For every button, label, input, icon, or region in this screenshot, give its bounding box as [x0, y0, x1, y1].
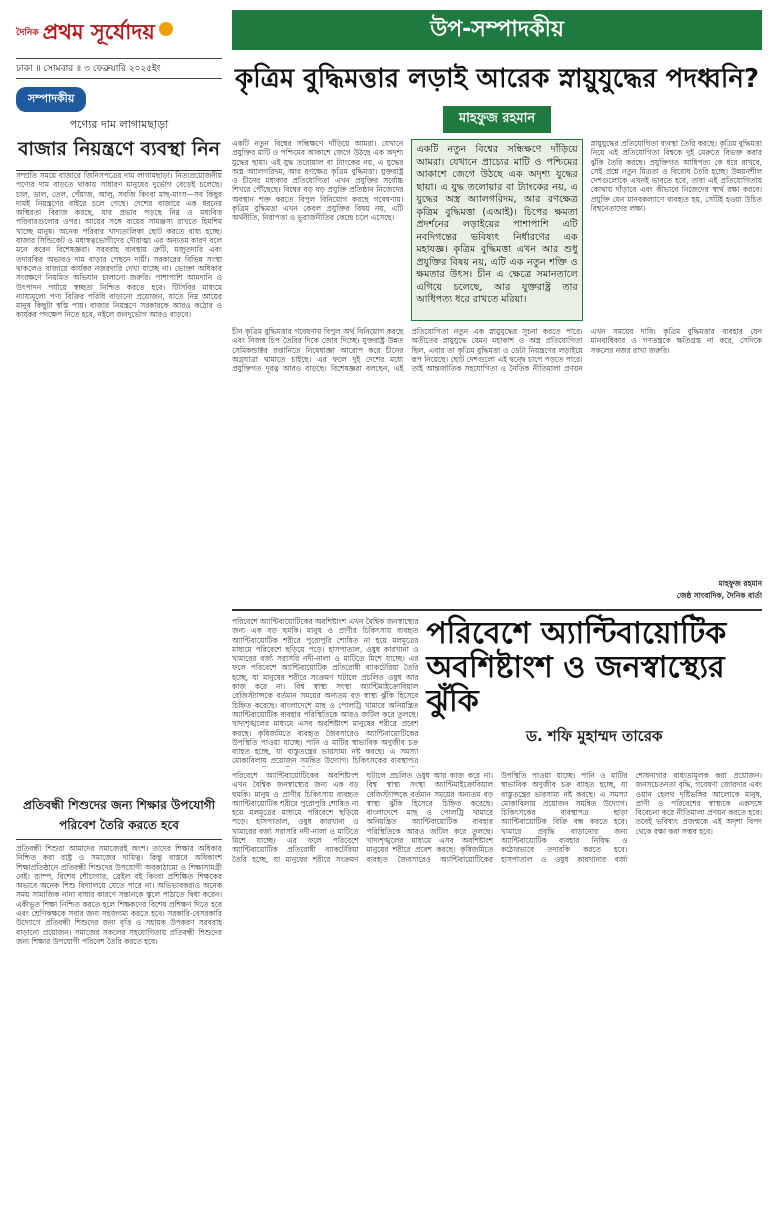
- dateline: ঢাকা ॥ সোমবার ॥ ৩ ফেব্রুয়ারি ২০২৫ইং: [16, 58, 222, 79]
- masthead-small-label: দৈনিক: [16, 28, 39, 38]
- op-ed-byline: মাহফুজ রহমান: [443, 106, 551, 133]
- op-ed-byline-box: [232, 106, 762, 133]
- article-2-byline: ড. শফি মুহাম্মদ তারেক: [525, 727, 663, 745]
- op-ed-column-3: স্নায়ুযুদ্ধের প্রতিযোগিতা ব্যবস্থা তৈরি করছে। কৃত্রিম বুদ্ধিমত্তা নিয়ে এই প্রতিযোগিতা বিশ্বকে দুই মেরুতে বিভক্ত করার ঝুঁকি তৈরি করছে। প্রযুক্তিগত আধিপত্য কে ধরে রাখবে, সেই প্রশ্নে নতুন মিত্রতা ও বিরোধ তৈরি হচ্ছে। উন্নয়নশীল দেশগুলোকে এখনই ভাবতে হবে, তারা এই প্রতিযোগিতায় কোথায় দাঁড়াবে এবং কীভাবে নিজেদের স্বার্থ রক্ষা করবে। প্রযুক্তি যেন মানবকল্যাণে ব্যবহৃত হয়, সেটিই হওয়া উচিত বিশ্বনেতাদের লক্ষ্য।: [590, 139, 762, 214]
- section-label: সম্পাদকীয়: [16, 87, 86, 112]
- article-2-layout: [232, 617, 762, 767]
- editorial-subhead: পণ্যের দাম লাগামছাড়া: [69, 118, 169, 131]
- op-ed-body-continued: চীন কৃত্রিম বুদ্ধিমত্তার গবেষণায় বিপুল অর্থ বিনিয়োগ করছে এবং নিজস্ব চিপ তৈরির দিকে জোর দিচ্ছে। যুক্তরাষ্ট্র উন্নত সেমিকন্ডাক্টর রপ্তানিতে নিষেধাজ্ঞা আরোপ করে চীনের অগ্রযাত্রা থামাতে চাইছে। এর ফলে দুই দেশের মধ্যে প্রযুক্তিগত দূরত্ব আরও বাড়ছে। বিশেষজ্ঞরা বলছেন, এই প্রতিযোগিতা নতুন এক স্নায়ুযুদ্ধের সূচনা করতে পারে। অতীতের স্নায়ুযুদ্ধে যেমন মহাকাশ ও অস্ত্র প্রতিযোগিতা ছিল, এবার তা কৃত্রিম বুদ্ধিমত্তা ও ডেটা নিয়ন্ত্রণের লড়াইয়ে রূপ নিয়েছে। ছোট দেশগুলো এই দ্বন্দ্বে চাপে পড়তে পারে। তাই আন্তর্জাতিক সহযোগিতা ও নৈতিক নীতিমালা প্রণয়ন এখন সময়ের দাবি। কৃত্রিম বুদ্ধিমত্তার ব্যবহার যেন মানবাধিকার ও গণতন্ত্রকে ক্ষতিগ্রস্ত না করে, সেদিকে সকলের নজর রাখা জরুরি।: [232, 327, 762, 374]
- right-column: [232, 10, 762, 1200]
- editorial-body-2: প্রতিবন্ধী শিশুরা আমাদের সমাজেরই অংশ। তাদের শিক্ষার অধিকার নিশ্চিত করা রাষ্ট্র ও সমাজের দায়িত্ব। কিন্তু বাস্তবে অধিকাংশ শিক্ষাপ্রতিষ্ঠানে প্রতিবন্ধী শিশুদের উপযোগী অবকাঠামো ও শিক্ষাসামগ্রী নেই। র‍্যাম্প, বিশেষ শৌচাগার, ব্রেইল বই কিংবা প্রশিক্ষিত শিক্ষকের অভাবে অনেক শিশু বিদ্যালয়ে যেতে পারে না। অভিভাবকরাও অনেক সময় সামাজিক নানা বাধার কারণে সন্তানকে স্কুলে পাঠাতে দ্বিধা করেন। একীভূত শিক্ষা নিশ্চিত করতে হলে শিক্ষকদের বিশেষ প্রশিক্ষণ দিতে হবে এবং শ্রেণিকক্ষকে সবার জন্য সহজগম্য করতে হবে। সরকারি-বেসরকারি উদ্যোগে প্রতিবন্ধী শিশুদের জন্য বৃত্তি ও সহায়ক উপকরণ সরবরাহ বাড়ানো প্রয়োজন। সমাজের সকলের সহযোগিতায় প্রতিবন্ধী শিশুদের জন্য শিক্ষার উপযোগী পরিবেশ তৈরি করতে হবে।: [16, 844, 222, 946]
- op-ed-author-footer: মাহফুজ রহমান জেষ্ঠ সাংবাদিক, দৈনিক বার্তা: [676, 579, 762, 600]
- article-2-lead-column: পরিবেশে অ্যান্টিবায়োটিকের অবশিষ্টাংশ এখন বৈশ্বিক জনস্বাস্থ্যের জন্য এক বড় হুমকি। মানুষ ও প্রাণীর চিকিৎসায় ব্যবহৃত অ্যান্টিবায়োটিক শরীরে পুরোপুরি শোষিত না হয়ে মলমূত্রের মাধ্যমে পরিবেশে ছড়িয়ে পড়ে। হাসপাতাল, ওষুধ কারখানা ও খামারের বর্জ্য সরাসরি নদী-নালা ও মাটিতে মিশে যাচ্ছে। এর ফলে পরিবেশে অ্যান্টিবায়োটিক প্রতিরোধী ব্যাকটেরিয়া তৈরি হচ্ছে, যা মানুষের শরীরে সংক্রমণ ঘটালে প্রচলিত ওষুধ আর কাজ করে না। বিশ্ব স্বাস্থ্য সংস্থা অ্যান্টিমাইক্রোবিয়াল রেজিস্ট্যান্সকে বর্তমান সময়ের অন্যতম বড় স্বাস্থ্য ঝুঁকি হিসেবে চিহ্নিত করেছে। বাংলাদেশে মাছ ও পোলট্রি খামারে অনিয়ন্ত্রিত অ্যান্টিবায়োটিক ব্যবহার পরিস্থিতিকে আরও জটিল করে তুলছে। খাদ্যশৃঙ্খলের মাধ্যমে এসব অবশিষ্টাংশ মানুষের শরীরে প্রবেশ করছে। কৃষিজমিতে ব্যবহৃত জৈবসারেও অ্যান্টিবায়োটিকের উপস্থিতি পাওয়া যাচ্ছে। পানি ও মাটির স্বাভাবিক অণুজীব চক্র ব্যাহত হচ্ছে, যা বাস্তুতন্ত্রের ভারসাম্য নষ্ট করছে। এ সমস্যা মোকাবিলায় প্রয়োজন সমন্বিত উদ্যোগ। চিকিৎসকের ব্যবস্থাপত্র: [232, 617, 419, 766]
- sun-logo-icon: [159, 22, 173, 36]
- op-ed-kicker-bar: [232, 10, 762, 50]
- op-ed-column-1: একটি নতুন বিশ্বের সন্ধিক্ষণে দাঁড়িয়ে আমরা। যেখানে প্রযুক্তির মাটি ও পশ্চিমের আকাশে জেগে উঠছে এক অদৃশ্য যুদ্ধের ছায়া। এই যুদ্ধ তরোয়াল বা ট্যাংকের নয়, এ যুদ্ধের অস্ত্র অ্যালগরিদম, আর রণক্ষেত্র কৃত্রিম বুদ্ধিমত্তা। যুক্তরাষ্ট্র ও চীনের মধ্যকার প্রতিযোগিতা এখন প্রযুক্তির সর্বোচ্চ শিখরে পৌঁছেছে। বিশ্বের বড় বড় প্রযুক্তি প্রতিষ্ঠান নিজেদের অবস্থান শক্ত করতে বিপুল বিনিয়োগ করছে গবেষণায়। কৃত্রিম বুদ্ধিমত্তা এখন কেবল প্রযুক্তির বিষয় নয়, এটি অর্থনীতি, নিরাপত্তা ও ভূরাজনীতির কেন্দ্রে চলে এসেছে।: [232, 139, 404, 223]
- op-ed-top-grid: [232, 139, 762, 321]
- section-divider: [232, 609, 762, 611]
- masthead: [16, 10, 222, 56]
- op-ed-kicker: উপ-সম্পাদকীয়: [430, 16, 564, 42]
- editorial-2-headline-line2: পরিবেশ তৈরি করতে হবে: [16, 817, 222, 840]
- article-2-title-block: [426, 617, 762, 767]
- op-ed-headline: কৃত্রিম বুদ্ধিমত্তার লড়াই আরেক স্নায়ুযুদ্ধের পদধ্বনি?: [235, 64, 759, 94]
- masthead-title: প্রথম সূর্যোদয়: [42, 18, 155, 44]
- article-2-body: পরিবেশে অ্যান্টিবায়োটিকের অবশিষ্টাংশ এখন বৈশ্বিক জনস্বাস্থ্যের জন্য এক বড় হুমকি। মানুষ ও প্রাণীর চিকিৎসায় ব্যবহৃত অ্যান্টিবায়োটিক শরীরে পুরোপুরি শোষিত না হয়ে মলমূত্রের মাধ্যমে পরিবেশে ছড়িয়ে পড়ে। হাসপাতাল, ওষুধ কারখানা ও খামারের বর্জ্য সরাসরি নদী-নালা ও মাটিতে মিশে যাচ্ছে। এর ফলে পরিবেশে অ্যান্টিবায়োটিক প্রতিরোধী ব্যাকটেরিয়া তৈরি হচ্ছে, যা মানুষের শরীরে সংক্রমণ ঘটালে প্রচলিত ওষুধ আর কাজ করে না। বিশ্ব স্বাস্থ্য সংস্থা অ্যান্টিমাইক্রোবিয়াল রেজিস্ট্যান্সকে বর্তমান সময়ের অন্যতম বড় স্বাস্থ্য ঝুঁকি হিসেবে চিহ্নিত করেছে। বাংলাদেশে মাছ ও পোলট্রি খামারে অনিয়ন্ত্রিত অ্যান্টিবায়োটিক ব্যবহার পরিস্থিতিকে আরও জটিল করে তুলছে। খাদ্যশৃঙ্খলের মাধ্যমে এসব অবশিষ্টাংশ মানুষের শরীরে প্রবেশ করছে। কৃষিজমিতে ব্যবহৃত জৈবসারেও অ্যান্টিবায়োটিকের উপস্থিতি পাওয়া যাচ্ছে। পানি ও মাটির স্বাভাবিক অণুজীব চক্র ব্যাহত হচ্ছে, যা বাস্তুতন্ত্রের ভারসাম্য নষ্ট করছে। এ সমস্যা মোকাবিলায় প্রয়োজন সমন্বিত উদ্যোগ। চিকিৎসকের ব্যবস্থাপত্র ছাড়া অ্যান্টিবায়োটিক বিক্রি বন্ধ করতে হবে। খামারে প্রবৃদ্ধি বাড়ানোর জন্য অ্যান্টিবায়োটিক ব্যবহার নিষিদ্ধ ও কঠোরভাবে তদারকি করতে হবে। হাসপাতাল ও ওষুধ কারখানার বর্জ্য শোধনাগার বাধ্যতামূলক করা প্রয়োজন। জনসচেতনতা বৃদ্ধি, গবেষণা জোরদার এবং ওয়ান হেলথ দৃষ্টিভঙ্গির আলোকে মানুষ, প্রাণী ও পরিবেশের স্বাস্থ্যকে একসঙ্গে বিবেচনা করে নীতিমালা প্রণয়ন করতে হবে। তবেই ভবিষ্যৎ প্রজন্মকে এই অদৃশ্য বিপদ থেকে রক্ষা করা সম্ভব হবে।: [232, 771, 762, 864]
- left-column: [16, 10, 222, 1200]
- article-2-headline-line2: অবশিষ্টাংশ ও জনস্বাস্থ্যের ঝুঁকি: [426, 650, 725, 719]
- op-ed-highlight-box: একটি নতুন বিশ্বের সন্ধিক্ষণে দাঁড়িয়ে আমরা। যেখানে প্রাচ্যের মাটি ও পশ্চিমের আকাশে জেগে উঠছে এক অদৃশ্য যুদ্ধের ছায়া। এ যুদ্ধ তলোয়ার বা ট্যাংকের নয়, এ যুদ্ধের অস্ত্র অ্যালগরিদম, আর রণক্ষেত্র কৃত্রিম বুদ্ধিমত্তা (এআই)। চিপের ক্ষমতা প্রদর্শনের লড়াইয়ের পাশাপাশি এটি নবদিগন্তের ভবিষ্যৎ নির্ধারণের এক মহাযজ্ঞ। কৃত্রিম বুদ্ধিমত্তা এখন আর শুধু প্রযুক্তির বিষয় নয়, এটি এক নতুন শক্তি ও ক্ষমতার উৎস। চীন এ ক্ষেত্রে সমানতালে এগিয়ে চলেছে, আর যুক্তরাষ্ট্র তার আধিপত্য ধরে রাখতে মরিয়া।: [411, 139, 582, 321]
- editorial-2-headline-line1: প্রতিবন্ধী শিশুদের জন্য শিক্ষার উপযোগী: [22, 798, 216, 812]
- editorial-body-1: সম্প্রতি সময়ে বাজারে জিনিসপত্রের দাম লাগামছাড়া। নিত্যপ্রয়োজনীয় পণ্যের দাম বাড়তে থাকায় সাধারণ মানুষের দুর্ভোগ বেড়েই চলেছে। চাল, ডাল, তেল, পেঁয়াজ, আলু, সবজি কিংবা মাছ-মাংস—সব কিছুর দামই নিয়ন্ত্রণের বাইরে চলে গেছে। দেশের বাজারে এক ধরনের অস্থিরতা বিরাজ করছে, যার প্রভাব পড়ছে নিম্ন ও মধ্যবিত্ত পরিবারগুলোর ওপর। আয়ের সঙ্গে ব্যয়ের সামঞ্জস্য রাখতে হিমশিম খাচ্ছে মানুষ। অনেক পরিবার খাদ্যতালিকা ছোট করতে বাধ্য হচ্ছে। বাজার সিন্ডিকেট ও মধ্যস্বত্বভোগীদের দৌরাত্ম্য এর অন্যতম কারণ বলে মনে করেন বিশেষজ্ঞরা। সরবরাহ ব্যবস্থায় ত্রুটি, মজুতদারি এবং তদারকির অভাবও দাম বাড়ার পেছনে দায়ী। সরকারের বিভিন্ন সংস্থা থাকলেও বাজারে কার্যকর নজরদারি দেখা যাচ্ছে না। ভোক্তা অধিকার সংরক্ষণে নিয়মিত অভিযান চালানো জরুরি। পাশাপাশি আমদানি ও উৎপাদন পর্যায়ে স্বচ্ছতা নিশ্চিত করতে হবে। টিসিবির মাধ্যমে ন্যায্যমূল্যে পণ্য বিক্রির পরিধি বাড়ানো প্রয়োজন, যাতে নিম্ন আয়ের মানুষ কিছুটা স্বস্তি পায়। বাজার নিয়ন্ত্রণে সরকারকে আরও কঠোর ও কার্যকর পদক্ষেপ নিতে হবে, নইলে জনদুর্ভোগ আরও বাড়বে।: [16, 171, 222, 320]
- editorial-headline: বাজার নিয়ন্ত্রণে ব্যবস্থা নিন: [16, 135, 222, 171]
- article-2-headline-line1: পরিবেশে অ্যান্টিবায়োটিক: [426, 616, 727, 651]
